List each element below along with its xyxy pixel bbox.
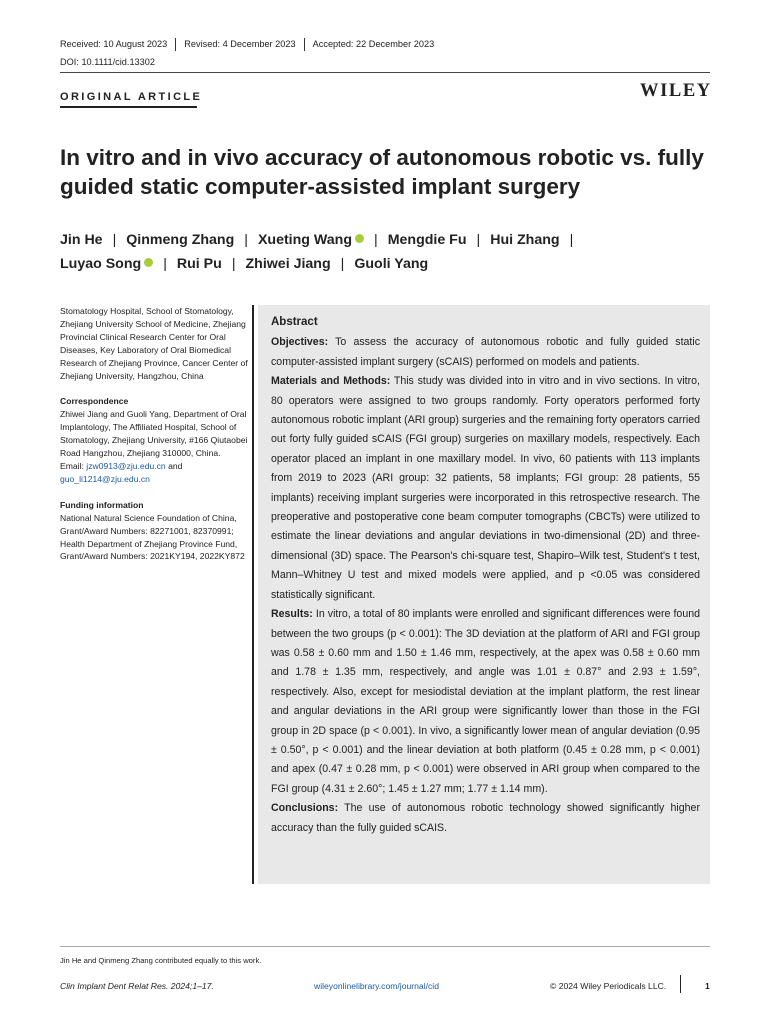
author[interactable]: Guoli Yang — [354, 256, 429, 272]
author[interactable]: Qinmeng Zhang — [126, 232, 235, 248]
and-text: and — [168, 460, 183, 471]
author[interactable]: Zhiwei Jiang — [245, 256, 331, 272]
email-line — [60, 460, 250, 486]
paper-title: In vitro and in vivo accuracy of autonomous robotic vs. fully guided static computer-assisted implant surgery — [60, 145, 704, 199]
results-text: In vitro, a total of 80 implants were enrolled and significant differences were found between the two groups (p < 0.001): The 3D deviation at the platform of ARI and FGI group was 0.58 ± 0.60 mm and 1.50 ± 1.46 mm, respectively, at the apex was 0.58 ± 0.60 mm and 1.78 ± 1.35 mm, respectively, and angle was 1.01 ± 0.87° and 2.93 ± 1.59°, respectively. Also, except for mesiodistal deviation at the implant platform, the rest linear and angular deviations in the ARI group were significantly lower than those in the FGI group in 2D space (p < 0.001). In vivo, a significantly lower mean of angular deviation (0.95 ± 0.50°, p < 0.001) and the linear deviation at both platform (0.45 ± 0.28 mm, p < 0.001) and apex (0.47 ± 0.28 mm, p < 0.001) were observed in ARI group when compared to the FGI group (4.31 ± 2.60°; 1.45 ± 1.27 mm; 1.77 ± 1.14 mm). — [271, 608, 701, 795]
abstract-results — [271, 605, 700, 799]
separator: | — [340, 256, 345, 272]
separator: | — [476, 232, 481, 248]
abstract-methods — [271, 372, 700, 605]
abstract-objectives — [271, 333, 700, 372]
conclusions-text: The use of autonomous robotic technology showed significantly higher accuracy than the fully guided sCAIS. — [271, 802, 700, 834]
methods-text: This study was divided into in vitro and in vivo sections. In vitro, 80 operators were assigned to two groups randomly. Forty operators performed forty autonomous robotic implant (ARI group) surgeries and the remaining forty operators carried out forty fully guided sCAIS (FGI group) surgeries on maxillary models, respectively. Each operator placed an implant in one maxillary model. In vivo, 60 patients with 113 implants from 2019 to 2023 (ARI group: 32 patients, 58 implants; FGI group: 28 patients, 55 implants) receiving implant surgeries were incorporated in this retrospective research. The preoperative and postoperative cone beam computer tomographs (CBCTs) were utilized to estimate the linear deviations and angular deviations in two-dimensional (2D) and three-dimensional (3D) space. The Pearson's chi-square test, Shapiro–Wilk test, Student's t test, Mann–Whitney U test and mixed models were applied, and p <0.05 was considered statistically significant. — [271, 375, 700, 601]
header-divider — [60, 72, 710, 73]
conclusions-label: Conclusions: — [271, 802, 339, 815]
author[interactable]: Mengdie Fu — [387, 232, 467, 248]
separator: | — [374, 232, 378, 248]
doi: DOI: 10.1111/cid.13302 — [60, 57, 155, 67]
page-number-divider — [680, 975, 681, 993]
abstract-box — [258, 305, 710, 884]
email-label: Email: — [60, 460, 84, 471]
publication-dates — [60, 38, 442, 51]
funding-text: National Natural Science Foundation of China, Grant/Award Numbers: 82271001, 82370991; Health Department of Zhejiang Province Fund, Grant/Award Numbers: 2021KY194, 2022KY872 — [60, 512, 245, 562]
page-footer — [60, 981, 710, 993]
objectives-text: To assess the accuracy of autonomous robotic and fully guided static computer-assisted implant surgery (sCAIS) performed on models and patients. — [271, 336, 700, 368]
funding-block — [60, 499, 250, 564]
orcid-icon[interactable] — [144, 258, 153, 267]
affiliation-block — [60, 305, 250, 382]
footnote: Jin He and Qinmeng Zhang contributed equally to this work. — [60, 956, 262, 965]
methods-label: Materials and Methods: — [271, 375, 391, 388]
results-label: Results: — [271, 608, 313, 621]
email-link-2[interactable]: guo_li1214@zju.edu.cn — [60, 473, 150, 484]
correspondence-heading: Correspondence — [60, 396, 129, 407]
footnote-divider — [60, 946, 710, 947]
publisher-logo: WILEY — [640, 81, 712, 101]
abstract-conclusions — [271, 799, 700, 838]
email-link-1[interactable]: jzw0913@zju.edu.cn — [86, 460, 166, 471]
revised-date: Revised: 4 December 2023 — [176, 38, 304, 51]
author[interactable]: Hui Zhang — [490, 232, 560, 248]
abstract-heading: Abstract — [271, 316, 318, 328]
author[interactable]: Rui Pu — [176, 256, 222, 272]
abstract-bar — [252, 305, 254, 884]
journal-citation: Clin Implant Dent Relat Res. 2024;1–17. — [60, 981, 214, 991]
received-date: Received: 10 August 2023 — [60, 38, 176, 51]
sidebar-info — [60, 305, 250, 576]
author[interactable]: Luyao Song — [60, 256, 142, 272]
page-number: 1 — [705, 981, 710, 991]
accepted-date: Accepted: 22 December 2023 — [312, 39, 435, 49]
author[interactable]: Jin He — [60, 232, 103, 248]
author[interactable]: Xueting Wang — [257, 232, 352, 248]
objectives-label: Objectives: — [271, 336, 329, 349]
article-type: ORIGINAL ARTICLE — [60, 91, 203, 103]
separator: | — [112, 232, 117, 248]
article-type-underline — [60, 106, 197, 108]
affiliation: Stomatology Hospital, School of Stomatology, Zhejiang University School of Medicine, Zhejiang Provincial Clinical Research Center for Oral Diseases, Key Laboratory of Oral Biomedical Research of Zhejiang Province, Cancer Center of Zhejiang University, Hangzhou, China — [60, 306, 248, 381]
separator: | — [163, 256, 167, 272]
correspondence-block — [60, 395, 250, 485]
correspondence-text: Zhiwei Jiang and Guoli Yang, Department of Oral Implantology, The Affiliated Hospital, School of Stomatology, Zhejiang University, #166 Qiutaobei Road Hangzhou, Zhejiang 310000, China. — [60, 409, 248, 459]
funding-heading: Funding information — [60, 499, 144, 510]
separator: | — [569, 232, 574, 248]
author-list — [60, 228, 710, 276]
separator: | — [244, 232, 248, 248]
orcid-icon[interactable] — [355, 234, 364, 243]
separator: | — [231, 256, 236, 272]
copyright: © 2024 Wiley Periodicals LLC. — [550, 981, 667, 991]
journal-url[interactable]: wileyonlinelibrary.com/journal/cid — [314, 981, 439, 991]
